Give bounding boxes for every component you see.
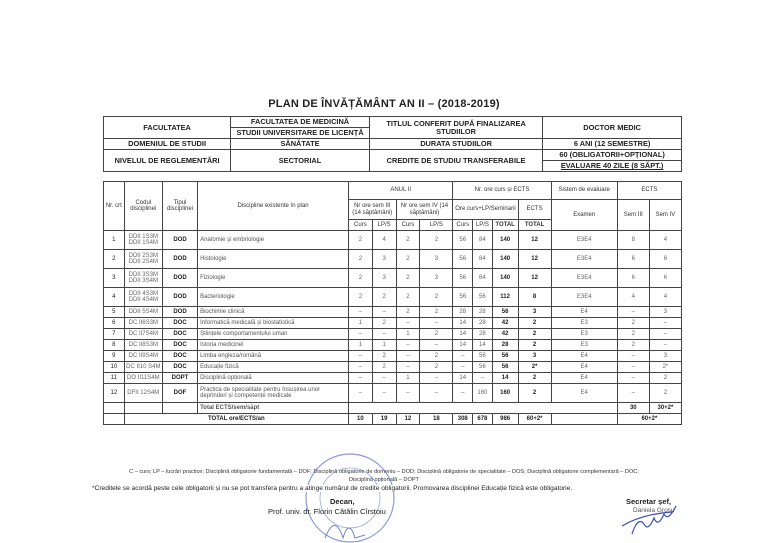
domeniul-label: DOMENIUL DE STUDII [104,139,231,150]
hours-total: 140 [492,231,518,250]
ects-sem-iv: 6 [649,250,681,269]
discipline-code [124,373,162,384]
hours-l3: 3 [372,269,396,288]
hours-oc: 56 [453,250,473,269]
total-ects: 60+2* [518,414,551,425]
hours-l3: 4 [372,231,396,250]
discipline-code [124,384,162,403]
discipline-code-line: DDII 4S4M [128,297,158,303]
ects-sem-iii: 6 [617,250,649,269]
exam: E4 [551,307,617,318]
header-lps: LP/S [420,220,453,231]
facultatea-label: FACULTATEA [104,117,231,139]
ects-total: 12 [518,250,551,269]
exam: E4 [551,351,617,362]
header-total: TOTAL [518,220,551,231]
table-row [104,231,682,250]
empty-cell [551,414,617,425]
table-row [104,288,682,307]
hours-oc: 14 [453,340,473,351]
header-examen: Examen [551,200,617,231]
total-row [104,414,682,425]
hours-c3: – [349,384,373,403]
hours-l4: 2 [420,351,453,362]
exam: E4 [551,384,617,403]
studii-value: STUDII UNIVERSITARE DE LICENȚĂ [231,128,370,139]
secretary-name: Daniela Grosu [633,507,675,514]
empty-cell [349,403,618,414]
row-number: 5 [104,307,125,318]
dean-title: Decan, [330,497,355,506]
discipline-code-line: DDII 4S3M [128,290,158,297]
ects-sem-iii: 6 [617,269,649,288]
discipline-code-line: DDII 3S3M [128,271,158,278]
header-sistem: Sistem de evaluare [551,182,617,200]
hours-l3: 2 [372,351,396,362]
hours-l4: 2 [420,307,453,318]
ects-sem-iv: 3 [649,307,681,318]
exam: E3 [551,318,617,329]
ects-total: 8 [518,288,551,307]
hours-l4: 2 [420,231,453,250]
legend-line-1: C – curs; LP – lucrări practice; Disciplină obligatorie fundamentală – DOF; Disciplină obligatorie de domeniu – DOD; Disciplină obligatorie de specialitate – DOS; Disciplină obligatorie complementară – DOC; [129,469,639,475]
curriculum-table [103,181,682,425]
hours-ol: 28 [473,329,493,340]
row-number: 10 [104,362,125,373]
discipline-type: DOD [162,269,197,288]
discipline-code-line: DC II9S4M [128,352,158,359]
total-l3: 19 [372,414,396,425]
total-ects-sem-iii: 30 [617,403,649,414]
ects-sem-iv: – [649,340,681,351]
total-ects-label: Total ECTS/sem/săpt [198,403,349,414]
hours-l4: – [420,318,453,329]
table-row [104,329,682,340]
hours-ol: 28 [473,318,493,329]
ects-total: 12 [518,231,551,250]
table-row [104,373,682,384]
page-title: PLAN DE ÎNVĂȚĂMÂNT AN II – (2018-2019) [268,98,500,110]
hours-ol: – [473,373,493,384]
table-row [104,250,682,269]
evaluare-value: EVALUARE 40 ZILE (8 SĂPT.) [543,161,682,172]
ects-sem-iv: 4 [649,288,681,307]
total-c3: 10 [349,414,373,425]
row-number: 12 [104,384,125,403]
footnote: *Creditele se acordă peste cele obligatorii și nu se pot transfera pentru a atinge numărul de credite obligatorii. Promovarea disciplinei Educație fizică este obligatorie. [92,485,573,492]
header-curs: Curs [453,220,473,231]
hours-ol: 84 [473,231,493,250]
exam: E3E4 [551,231,617,250]
discipline-type: DOD [162,307,197,318]
hours-l3: – [372,373,396,384]
discipline-type: DOC [162,362,197,373]
ects-total: 2 [518,318,551,329]
empty-cell [124,403,162,414]
legend-line-2: Disciplină opțională – DOPT [349,477,419,483]
ects-sem-iv: 4 [649,231,681,250]
discipline-code-line: DDII 5S4M [128,308,158,315]
hours-c4: – [396,384,420,403]
hours-l4: – [420,340,453,351]
hours-ol: 56 [473,351,493,362]
discipline-name: Practica de specialitate pentru însușirea unor deprinderi și competențe medicale [198,384,349,403]
hours-total: 28 [492,340,518,351]
hours-ol: 28 [473,307,493,318]
ects-sem-iii: – [617,362,649,373]
table-row [104,307,682,318]
header-sem3: Nr ore sem III (14 săptămâni) [349,200,397,220]
hours-total: 42 [492,318,518,329]
ects-sem-iv: 2 [649,373,681,384]
total-oc: 308 [453,414,473,425]
hours-total: 42 [492,329,518,340]
hours-c3: 2 [349,269,373,288]
discipline-code-line: DFII 12S4M [127,389,160,396]
hours-c4: – [396,340,420,351]
ects-total: 2 [518,373,551,384]
discipline-code [124,288,162,307]
discipline-code-line: DDII 2S3M [128,252,158,259]
hours-l4: 2 [420,329,453,340]
hours-ol: 56 [473,362,493,373]
hours-oc: 56 [453,269,473,288]
hours-total: 140 [492,269,518,288]
credite-label: CREDITE DE STUDIU TRANSFERABILE [369,150,542,172]
titlul-label: TITLUL CONFERIT DUPĂ FINALIZAREA STUDIILOR [369,117,542,139]
discipline-type: DOD [162,250,197,269]
hours-oc: – [453,384,473,403]
row-number: 11 [104,373,125,384]
discipline-type: DOC [162,318,197,329]
nivelul-label: NIVELUL DE REGLEMENTĂRI [104,150,231,172]
discipline-name: Biochimie clinică [198,307,349,318]
exam: E3 [551,340,617,351]
ects-sem-iii: – [617,307,649,318]
hours-c3: 2 [349,231,373,250]
header-lps: LP/S [372,220,396,231]
ects-sem-iv: 2* [649,362,681,373]
hours-c3: 2 [349,288,373,307]
ects-sem-iv: 6 [649,269,681,288]
facultatea-value: FACULTATEA DE MEDICINĂ [231,117,370,128]
hours-total: 56 [492,307,518,318]
discipline-code-line: DDII 1S4M [128,240,158,246]
hours-oc: 14 [453,318,473,329]
row-number: 4 [104,288,125,307]
hours-c3: – [349,362,373,373]
ects-sem-iv: 3 [649,351,681,362]
discipline-name: Limba engleza/română [198,351,349,362]
total-ol: 678 [473,414,493,425]
total-ects-year: 60+2* [617,414,681,425]
header-curs: Curs [396,220,420,231]
table-row [104,269,682,288]
hours-l3: – [372,384,396,403]
discipline-code [124,250,162,269]
ects-total: 2 [518,340,551,351]
exam: E3E4 [551,269,617,288]
ects-sem-iii: 2 [617,318,649,329]
faculty-stamp [300,448,400,543]
hours-oc: 14 [453,373,473,384]
discipline-name: Bacteriologie [198,288,349,307]
ects-sem-iii: 8 [617,231,649,250]
header-ects2: ECTS [518,200,551,220]
hours-c4: 2 [396,288,420,307]
header-ore-curs: Ore curs+LP/Seminarii [453,200,518,220]
hours-c4: 1 [396,329,420,340]
discipline-code [124,269,162,288]
discipline-code [124,340,162,351]
row-number: 3 [104,269,125,288]
hours-total: 112 [492,288,518,307]
hours-oc: – [453,362,473,373]
hours-l4: 3 [420,269,453,288]
discipline-code [124,231,162,250]
total-c4: 12 [396,414,420,425]
ects-total: 2* [518,362,551,373]
header-curs: Curs [349,220,373,231]
secretary-signature [618,506,688,538]
discipline-code-line: DC II8S3M [128,341,158,348]
discipline-name: Educație fizică [198,362,349,373]
hours-oc: 14 [453,329,473,340]
ects-sem-iv: 2 [649,384,681,403]
ects-sem-iii: 2 [617,340,649,351]
hours-l4: 2 [420,288,453,307]
durata-value: 6 ANI (12 SEMESTRE) [543,139,682,150]
hours-c3: – [349,307,373,318]
hours-c3: – [349,351,373,362]
empty-cell [104,403,125,414]
discipline-name: Istoria medicinei [198,340,349,351]
ects-sem-iii: – [617,373,649,384]
hours-ol: 84 [473,269,493,288]
hours-c3: 2 [349,250,373,269]
total-ects-row [104,403,682,414]
header-ects: ECTS [617,182,681,200]
hours-c4: – [396,351,420,362]
hours-l3: 2 [372,288,396,307]
empty-cell [162,403,197,414]
row-number: 2 [104,250,125,269]
hours-l3: 1 [372,340,396,351]
hours-l3: 3 [372,250,396,269]
hours-total: 56 [492,362,518,373]
discipline-type: DOC [162,329,197,340]
hours-l3: – [372,329,396,340]
hours-oc: – [453,351,473,362]
table-row [104,351,682,362]
discipline-name: Histologie [198,250,349,269]
secretary-title: Secretar șef, [626,497,672,506]
discipline-type: DOD [162,288,197,307]
nivelul-value: SECTORIAL [231,150,370,172]
ects-sem-iii: 2 [617,329,649,340]
dean-name: Prof. univ. dr. Florin Cătălin Cîrstoiu [268,507,386,516]
total-l4: 18 [420,414,453,425]
discipline-name: Fiziologie [198,269,349,288]
titlul-value: DOCTOR MEDIC [543,117,682,139]
discipline-code-line: DC II6S3M [128,319,158,326]
hours-c3: – [349,373,373,384]
discipline-code [124,362,162,373]
hours-c3: – [349,329,373,340]
discipline-type: DOD [162,231,197,250]
ects-total: 2 [518,329,551,340]
hours-l4: 3 [420,250,453,269]
hours-l4: – [420,373,453,384]
discipline-code-line: DDII 2S4M [128,259,158,265]
hours-l3: 2 [372,362,396,373]
hours-oc: 56 [453,231,473,250]
discipline-code [124,351,162,362]
discipline-code-line: DDII 1S3M [128,233,158,240]
row-number: 6 [104,318,125,329]
discipline-code [124,329,162,340]
hours-ol: 84 [473,250,493,269]
exam: E3E4 [551,250,617,269]
hours-c4: – [396,318,420,329]
hours-total: 140 [492,250,518,269]
hours-c4: 2 [396,269,420,288]
table-row [104,384,682,403]
program-info-table [103,116,682,172]
ects-sem-iv: – [649,329,681,340]
hours-c4: – [396,362,420,373]
ects-total: 2 [518,384,551,403]
discipline-code-line: DDII 3S4M [128,278,158,284]
hours-c4: 1 [396,373,420,384]
hours-ol: 160 [473,384,493,403]
header-nr: Nr. crt [104,182,125,231]
discipline-name: Științele comportamentului uman [198,329,349,340]
hours-c4: 2 [396,231,420,250]
hours-oc: 56 [453,288,473,307]
hours-ol: 56 [473,288,493,307]
table-row [104,318,682,329]
hours-l4: 2 [420,362,453,373]
hours-oc: 28 [453,307,473,318]
row-number: 1 [104,231,125,250]
ects-sem-iv: – [649,318,681,329]
ects-sem-iii: – [617,384,649,403]
total-label: TOTAL ore/ECTS/an [124,414,348,425]
discipline-type: DOF [162,384,197,403]
total-tot: 986 [492,414,518,425]
header-sem4: Nr ore sem IV (14 săptămâni) [396,200,453,220]
header-anul: ANUL II [349,182,453,200]
exam: E3 [551,329,617,340]
header-tip: Tipul disciplinei [162,182,197,231]
row-number: 7 [104,329,125,340]
hours-l3: – [372,307,396,318]
ects-sem-iii: – [617,351,649,362]
header-sem-iii: Sem III [617,200,649,231]
discipline-code [124,318,162,329]
header-nr-ore: Nr. ore curs și ECTS [453,182,551,200]
empty-cell [104,414,125,425]
discipline-type: DOC [162,340,197,351]
hours-c3: 1 [349,318,373,329]
hours-c4: 2 [396,307,420,318]
domeniul-value: SĂNĂTATE [231,139,370,150]
hours-l4: – [420,384,453,403]
discipline-code-line: DC II7S4M [128,330,158,337]
ects-total: 12 [518,269,551,288]
hours-total: 56 [492,351,518,362]
discipline-name: Informatică medicală și biostatistică [198,318,349,329]
exam: E4 [551,373,617,384]
durata-label: DURATA STUDIILOR [369,139,542,150]
exam: E4 [551,362,617,373]
discipline-type: DOPT [162,373,197,384]
discipline-name: Disciplină opțională [198,373,349,384]
discipline-name: Anatomie și embriologie [198,231,349,250]
hours-total: 160 [492,384,518,403]
row-number: 8 [104,340,125,351]
ects-total: 3 [518,307,551,318]
header-total: TOTAL [492,220,518,231]
hours-total: 14 [492,373,518,384]
hours-ol: 14 [473,340,493,351]
exam: E3E4 [551,288,617,307]
discipline-code-line: DO II11S4M [127,374,160,381]
header-discipline: Discipline existente în plan [198,182,349,231]
hours-l3: 2 [372,318,396,329]
total-ects-sem-iv: 30+2* [649,403,681,414]
ects-sem-iii: 4 [617,288,649,307]
discipline-code-line: DC II10 S4M [126,363,161,370]
hours-c4: 2 [396,250,420,269]
discipline-type: DOC [162,351,197,362]
discipline-code [124,307,162,318]
table-row [104,362,682,373]
header-lps: LP/S [473,220,493,231]
ects-total: 3 [518,351,551,362]
row-number: 9 [104,351,125,362]
table-row [104,340,682,351]
credite-value: 60 (OBLIGATORII+OPȚIONAL) [543,150,682,161]
header-cod: Codul disciplinei [124,182,162,231]
header-sem-iv: Sem IV [649,200,681,231]
hours-c3: 1 [349,340,373,351]
